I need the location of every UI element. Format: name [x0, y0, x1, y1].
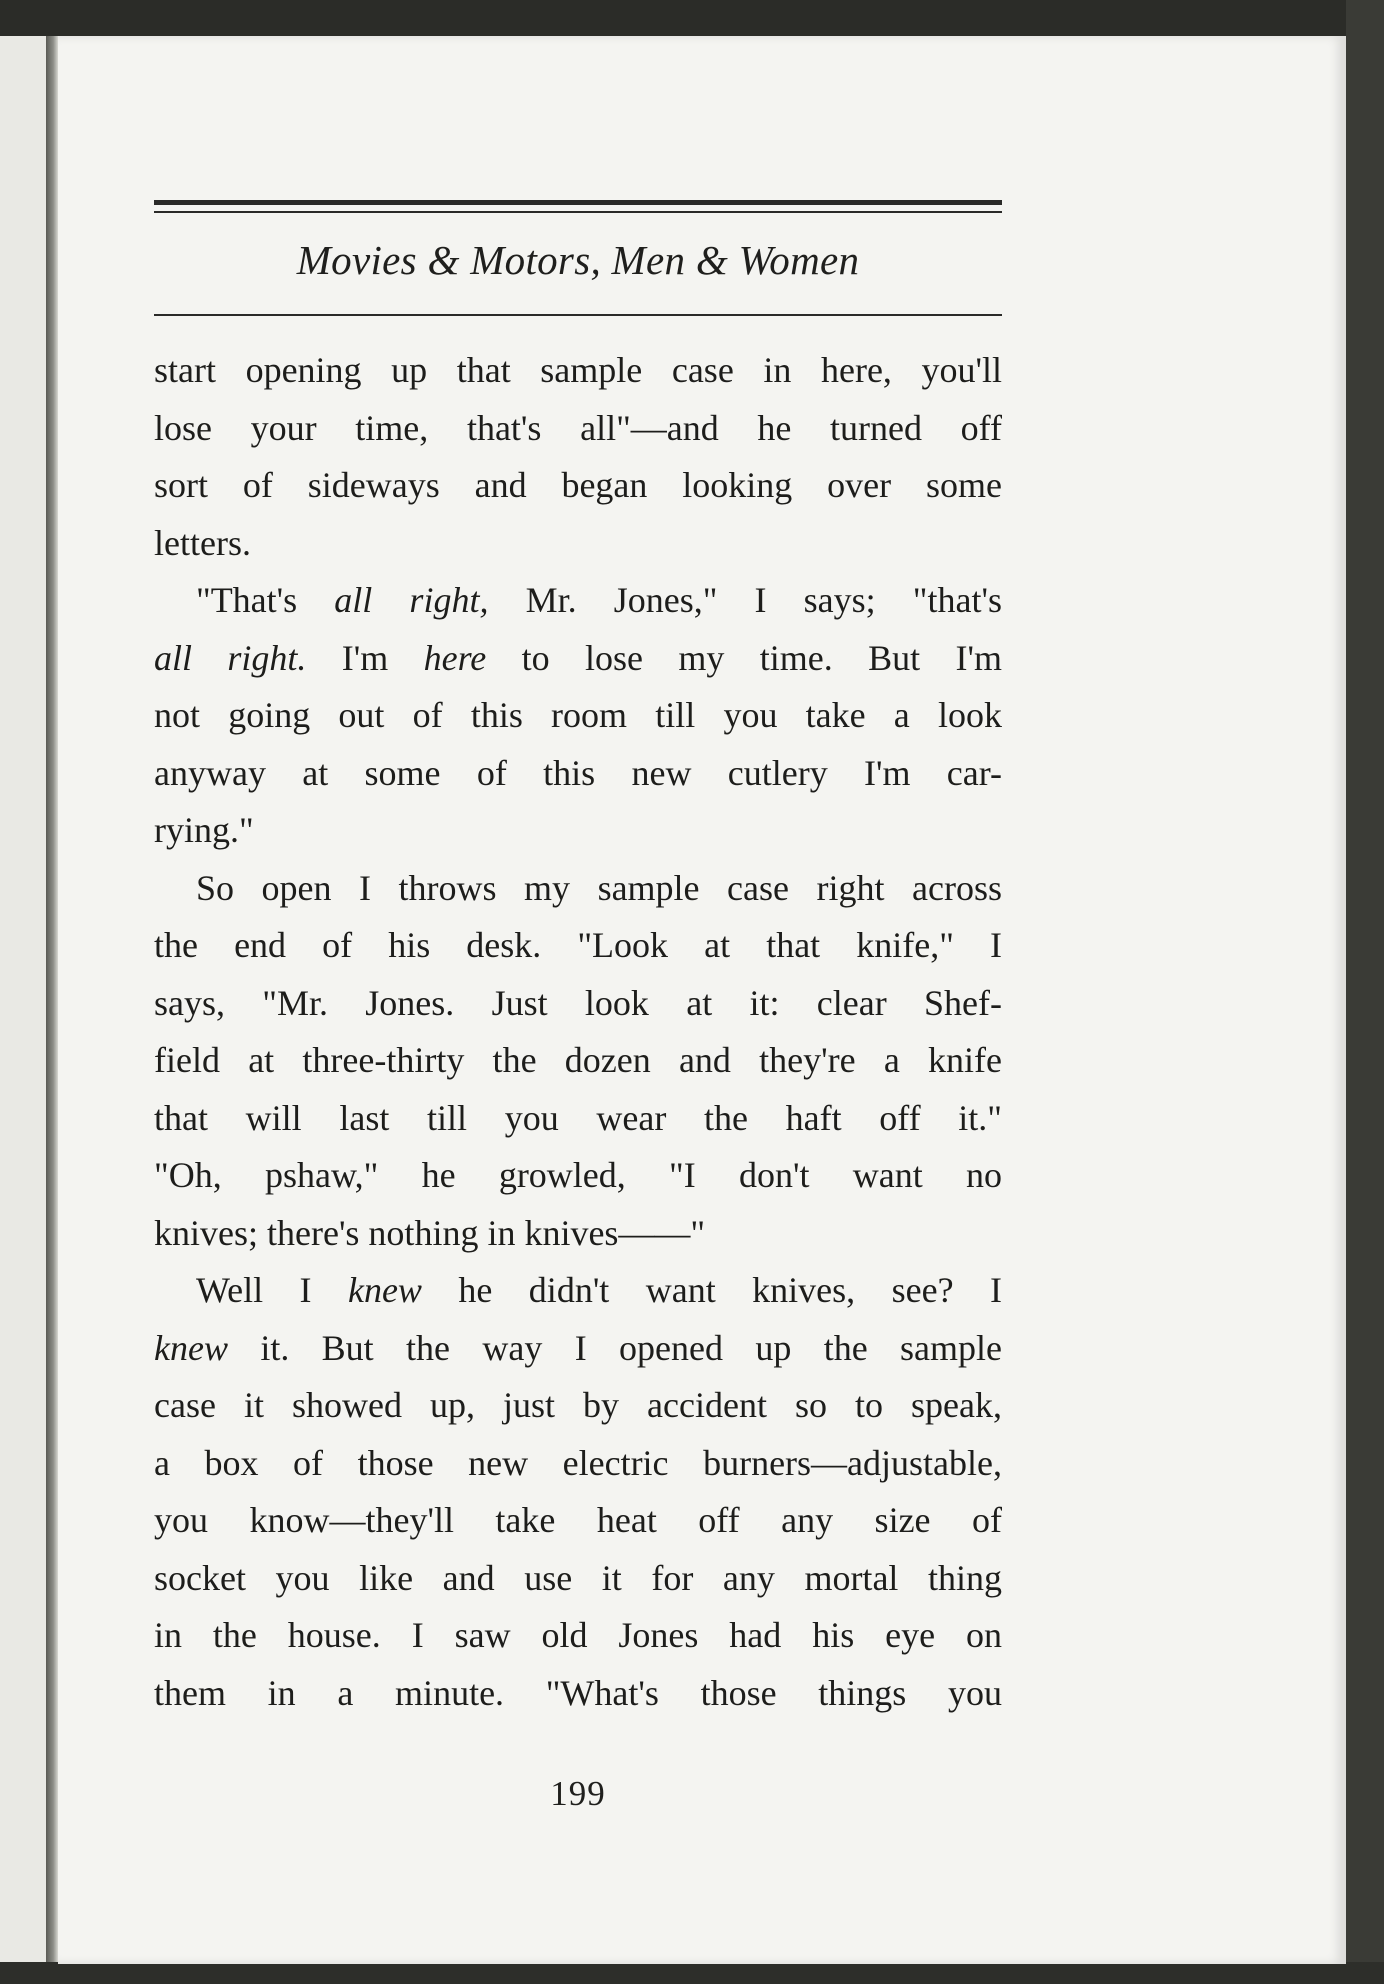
- text-line: [154, 1492, 1002, 1550]
- scan-top-edge: [0, 0, 1384, 36]
- text-run: socket you like and use it for any mortal thing: [154, 1557, 1002, 1598]
- text-run: "That's: [196, 580, 335, 620]
- italic-text-run: knew: [154, 1327, 228, 1368]
- text-line: [154, 630, 1002, 688]
- facing-page-edge: [0, 36, 48, 1984]
- text-line: [154, 1032, 1002, 1090]
- text-run: "Oh, pshaw," he growled, "I don't want no: [154, 1155, 1002, 1195]
- italic-text-run: knew: [347, 1270, 422, 1310]
- text-run: you know—they'll take heat off any size of: [154, 1500, 1002, 1540]
- book-gutter: [46, 36, 58, 1984]
- text-line: [154, 860, 1002, 918]
- text-line: [154, 400, 1002, 458]
- scan-bottom-edge: [0, 1962, 1384, 1984]
- text-run: letters.: [154, 522, 251, 563]
- text-line: [154, 1262, 1002, 1320]
- text-run: he didn't want knives, see? I: [421, 1270, 1002, 1310]
- text-line: [154, 457, 1002, 515]
- header-thin-rule: [154, 211, 1002, 213]
- text-line: [154, 1320, 1002, 1378]
- text-line: [154, 1665, 1002, 1723]
- text-run: sort of sideways and began looking over some: [154, 465, 1002, 505]
- text-run: it. But the way I opened up the sample: [227, 1327, 1002, 1368]
- book-cover-edge: [1346, 0, 1384, 1984]
- book-page: [58, 36, 1346, 1964]
- text-run: knives; there's nothing in knives——": [154, 1212, 706, 1253]
- text-run: Mr. Jones," I says; "that's: [488, 580, 1002, 620]
- text-run: to lose my time. But I'm: [486, 637, 1002, 678]
- text-line: [154, 572, 1002, 630]
- text-run: anyway at some of this new cutlery I'm car-: [154, 752, 1002, 793]
- text-run: says, "Mr. Jones. Just look at it: clear Shef-: [154, 982, 1002, 1023]
- text-line: [154, 1205, 1002, 1263]
- text-run: start opening up that sample case in here, you'll: [154, 350, 1002, 390]
- header-bottom-rule: [154, 314, 1002, 316]
- text-run: not going out of this room till you take a look: [154, 695, 1002, 735]
- text-run: I'm: [306, 637, 424, 678]
- text-line: [154, 1377, 1002, 1435]
- italic-text-run: here: [423, 637, 487, 678]
- text-run: Well I: [196, 1270, 348, 1310]
- italic-text-run: all right,: [334, 580, 489, 620]
- text-run: that will last till you wear the haft off it.": [154, 1097, 1002, 1138]
- text-line: [154, 687, 1002, 745]
- text-line: [154, 1550, 1002, 1608]
- text-run: So open I throws my sample case right across: [196, 867, 1002, 908]
- text-line: [154, 745, 1002, 803]
- text-run: rying.": [154, 810, 254, 850]
- text-line: [154, 975, 1002, 1033]
- text-run: lose your time, that's all"—and he turned off: [154, 407, 1002, 448]
- running-head: Movies & Motors, Men & Women: [296, 237, 860, 283]
- text-line: [154, 515, 1002, 573]
- text-run: in the house. I saw old Jones had his eye on: [154, 1615, 1002, 1655]
- text-run: the end of his desk. "Look at that knife," I: [154, 925, 1002, 965]
- text-line: [154, 1435, 1002, 1493]
- text-run: them in a minute. "What's those things you: [154, 1672, 1002, 1713]
- text-run: a box of those new electric burners—adjustable,: [154, 1442, 1002, 1483]
- text-run: case it showed up, just by accident so to speak,: [154, 1385, 1002, 1425]
- text-line: [154, 342, 1002, 400]
- text-line: [154, 1147, 1002, 1205]
- text-line: [154, 1607, 1002, 1665]
- italic-text-run: all right.: [154, 637, 307, 678]
- text-line: [154, 802, 1002, 860]
- header-thick-rule: [154, 200, 1002, 205]
- page-number: 199: [550, 1774, 606, 1813]
- text-line: [154, 1090, 1002, 1148]
- body-text: [154, 342, 1002, 1722]
- text-line: [154, 917, 1002, 975]
- text-run: field at three-thirty the dozen and they're a knife: [154, 1040, 1002, 1080]
